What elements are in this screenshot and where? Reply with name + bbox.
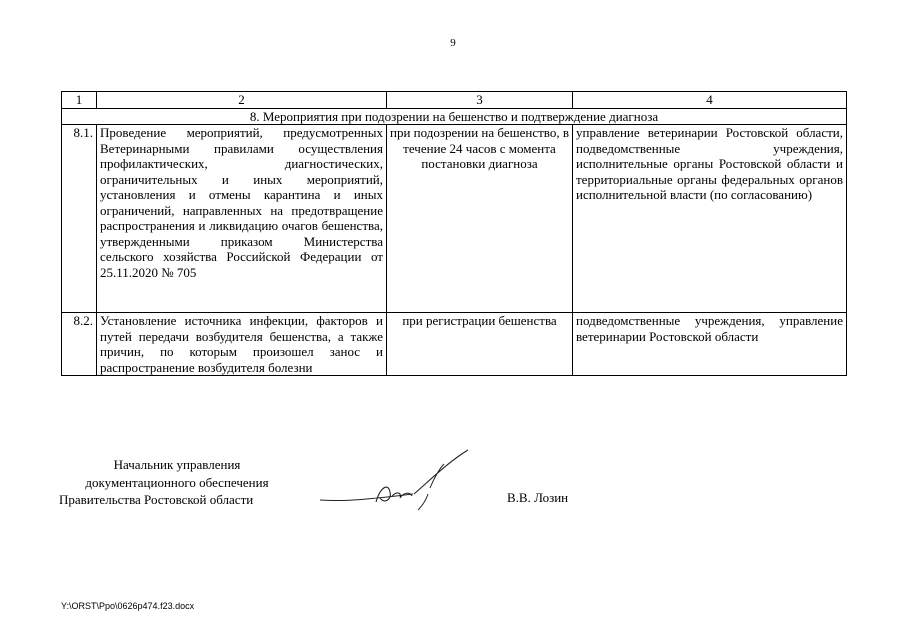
column-header: 1 [62, 92, 97, 109]
row-number: 8.2. [62, 313, 97, 376]
section-row [62, 109, 847, 125]
table-row [62, 313, 847, 376]
column-header: 4 [573, 92, 847, 109]
column-header: 2 [97, 92, 387, 109]
signatory-title-line: Правительства Ростовской области [59, 492, 254, 507]
handwritten-signature [318, 448, 478, 518]
measures-table [61, 91, 847, 376]
signatory-title-line: документационного обеспечения [85, 474, 269, 490]
signatory-title-line: Начальник управления [113, 457, 241, 472]
table-row [62, 125, 847, 313]
signer-name: В.В. Лозин [507, 490, 569, 505]
measure-cell: Установление источника инфекции, факторов и путей передачи возбудителя бешенства, а также причин, по которым произошел занос и распространение возбудителя болезни [97, 313, 387, 376]
signatory-title [57, 456, 297, 509]
column-header: 3 [387, 92, 573, 109]
timing-cell: при регистрации бешенства [387, 313, 573, 376]
responsible-cell: подведомственные учреждения, управление ветеринарии Ростовской области [573, 313, 847, 376]
measure-cell: Проведение мероприятий, предусмотренных Ветеринарными правилами осуществления профилактических, диагностических, ограничительных и иных мероприятий, установления и отмены карантина и иных ограничений, направленных на предотвращение распространения и ликвидацию очагов бешенства, утвержденными приказом Министерства сельского хозяйства Российской Федерации от 25.11.2020 № 705 [97, 125, 387, 313]
file-path: Y:\ORST\Ppo\0626p474.f23.docx [61, 601, 195, 611]
responsible-cell: управление ветеринарии Ростовской области, подведомственные учреждения, исполнительные органы Ростовской области и территориальные органы федеральных органов исполнительной власти (по согласованию) [573, 125, 847, 313]
page-number: 9 [450, 37, 456, 49]
timing-cell: при подозрении на бешенство, в течение 24 часов с момента постановки диагноза [387, 125, 573, 313]
table-header-row [62, 92, 847, 109]
row-number: 8.1. [62, 125, 97, 313]
section-title: 8. Мероприятия при подозрении на бешенство и подтверждение диагноза [62, 109, 847, 125]
